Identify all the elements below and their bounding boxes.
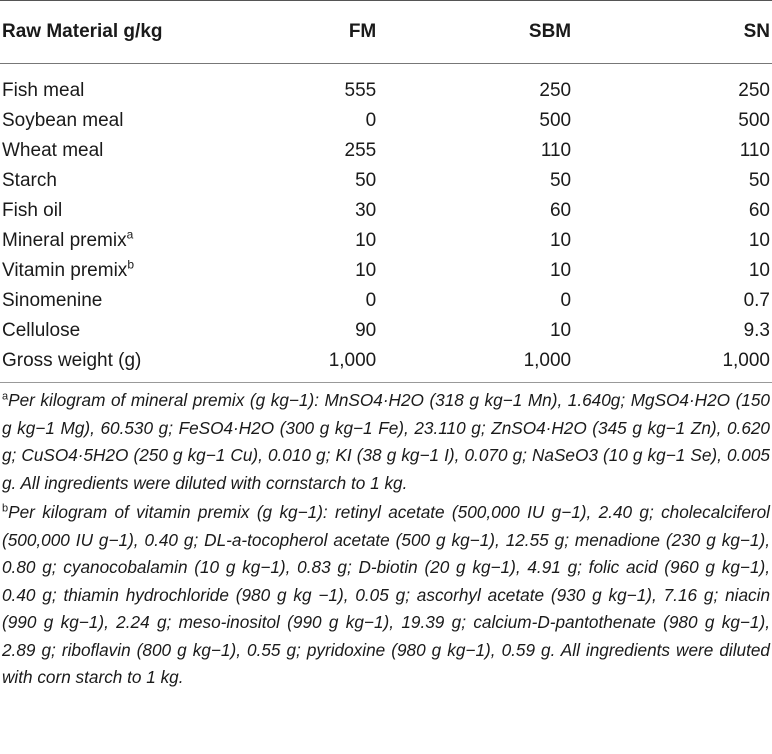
row-label	[0, 316, 271, 346]
cell-sn: 1,000	[571, 346, 772, 383]
footnote-text-a: Per kilogram of mineral premix (g kg−1): MnSO4·H2O (318 g kg−1 Mn), 1.640g; MgSO4·H2O (150 g kg−1 Mg), 60.530 g; FeSO4·H2O (300 g kg−1 Fe), 23.110 g; ZnSO4·H2O (345 g kg−1 Zn), 0.620 g; CuSO4·5H2O (250 g kg−1 Cu), 0.010 g; KI (38 g kg−1 I), 0.070 g; NaSeO3 (10 g kg−1 Se), 0.005 g. All ingredients were diluted with cornstarch to 1 kg.	[2, 390, 770, 493]
table-row	[0, 286, 772, 316]
cell-sn: 10	[748, 260, 770, 281]
row-label-text: Soybean meal	[2, 110, 124, 131]
table-body	[0, 64, 772, 383]
row-label-text: Gross weight (g)	[2, 350, 142, 371]
cell-sn: 500	[738, 110, 770, 131]
cell-sbm: 110	[540, 140, 572, 161]
cell-sbm: 10	[549, 260, 572, 281]
cell-fm: 1,000	[271, 346, 377, 383]
column-header-raw-material: Raw Material g/kg	[0, 1, 271, 64]
row-label	[0, 166, 271, 196]
cell-fm: 0	[365, 110, 377, 131]
cell-sbm: 250	[539, 80, 572, 101]
row-label-text: Vitamin premix	[2, 260, 128, 281]
table-row	[0, 106, 772, 136]
cell-fm: 30	[355, 200, 377, 221]
row-label	[0, 286, 271, 316]
row-label-text: Fish oil	[2, 200, 63, 221]
cell-fm: 255	[344, 140, 377, 161]
cell-sn: 50	[748, 170, 770, 191]
footnote-marker-b: b	[2, 502, 9, 515]
cell-sbm: 10	[549, 230, 572, 251]
cell-sn: 10	[748, 230, 770, 251]
row-label	[0, 226, 271, 256]
table-row	[0, 64, 772, 107]
cell-sn: 250	[738, 80, 770, 101]
cell-sbm: 60	[549, 200, 572, 221]
table-footnotes	[0, 383, 772, 692]
footnote-a	[2, 387, 770, 497]
footnote-marker-a: a	[2, 390, 9, 403]
row-label-text: Starch	[2, 170, 57, 191]
row-label	[0, 256, 271, 286]
table-row	[0, 346, 772, 383]
row-label-text: Sinomenine	[2, 290, 103, 311]
table-row	[0, 226, 772, 256]
cell-fm: 0	[365, 290, 377, 311]
cell-sbm: 50	[549, 170, 572, 191]
column-header-sn: SN	[571, 1, 772, 64]
footnote-reference: a	[126, 227, 134, 242]
column-header-sbm: SBM	[376, 1, 571, 64]
row-label	[0, 346, 271, 383]
cell-fm: 90	[355, 320, 377, 341]
column-header-fm: FM	[271, 1, 377, 64]
table-row	[0, 166, 772, 196]
row-label-text: Fish meal	[2, 80, 85, 101]
row-label-text: Wheat meal	[2, 140, 104, 161]
footnote-text-b: Per kilogram of vitamin premix (g kg−1): retinyl acetate (500,000 IU g−1), 2.40 g; cholecalciferol (500,000 IU g−1), 0.40 g; DL-a-tocopherol acetate (500 g kg−1), 12.55 g; menadione (230 g kg−1), 0.80 g; cyanocobalamin (10 g kg−1), 0.83 g; D-biotin (20 g kg−1), 4.91 g; folic acid (960 g kg−1), 0.40 g; thiamin hydrochloride (980 g kg −1), 0.05 g; ascorhyl acetate (930 g kg−1), 7.16 g; niacin (990 g kg−1), 2.24 g; meso-inositol (990 g kg−1), 19.39 g; calcium-D-pantothenate (980 g kg−1), 2.89 g; riboflavin (800 g kg−1), 0.55 g; pyridoxine (980 g kg−1), 0.59 g. All ingredients were diluted with corn starch to 1 kg.	[2, 502, 770, 687]
cell-sbm: 1,000	[376, 346, 571, 383]
cell-sn: 110	[739, 140, 770, 161]
cell-sn: 60	[748, 200, 770, 221]
cell-sn: 9.3	[743, 320, 770, 341]
cell-fm: 555	[344, 80, 377, 101]
row-label	[0, 196, 271, 226]
table-row	[0, 256, 772, 286]
table-row	[0, 196, 772, 226]
row-label-text: Mineral premix	[2, 230, 127, 251]
row-label	[0, 64, 271, 107]
table-header-row	[0, 1, 772, 64]
cell-fm: 10	[355, 260, 377, 281]
cell-sn: 0.7	[743, 290, 770, 311]
cell-fm: 50	[355, 170, 377, 191]
row-label	[0, 136, 271, 166]
table-row	[0, 316, 772, 346]
cell-sbm: 500	[539, 110, 572, 131]
cell-sbm: 0	[560, 290, 572, 311]
row-label	[0, 106, 271, 136]
footnote-reference: b	[127, 257, 134, 272]
table-row	[0, 136, 772, 166]
footnote-b	[2, 499, 770, 692]
row-label-text: Cellulose	[2, 320, 81, 341]
cell-sbm: 10	[549, 320, 572, 341]
cell-fm: 10	[355, 230, 377, 251]
